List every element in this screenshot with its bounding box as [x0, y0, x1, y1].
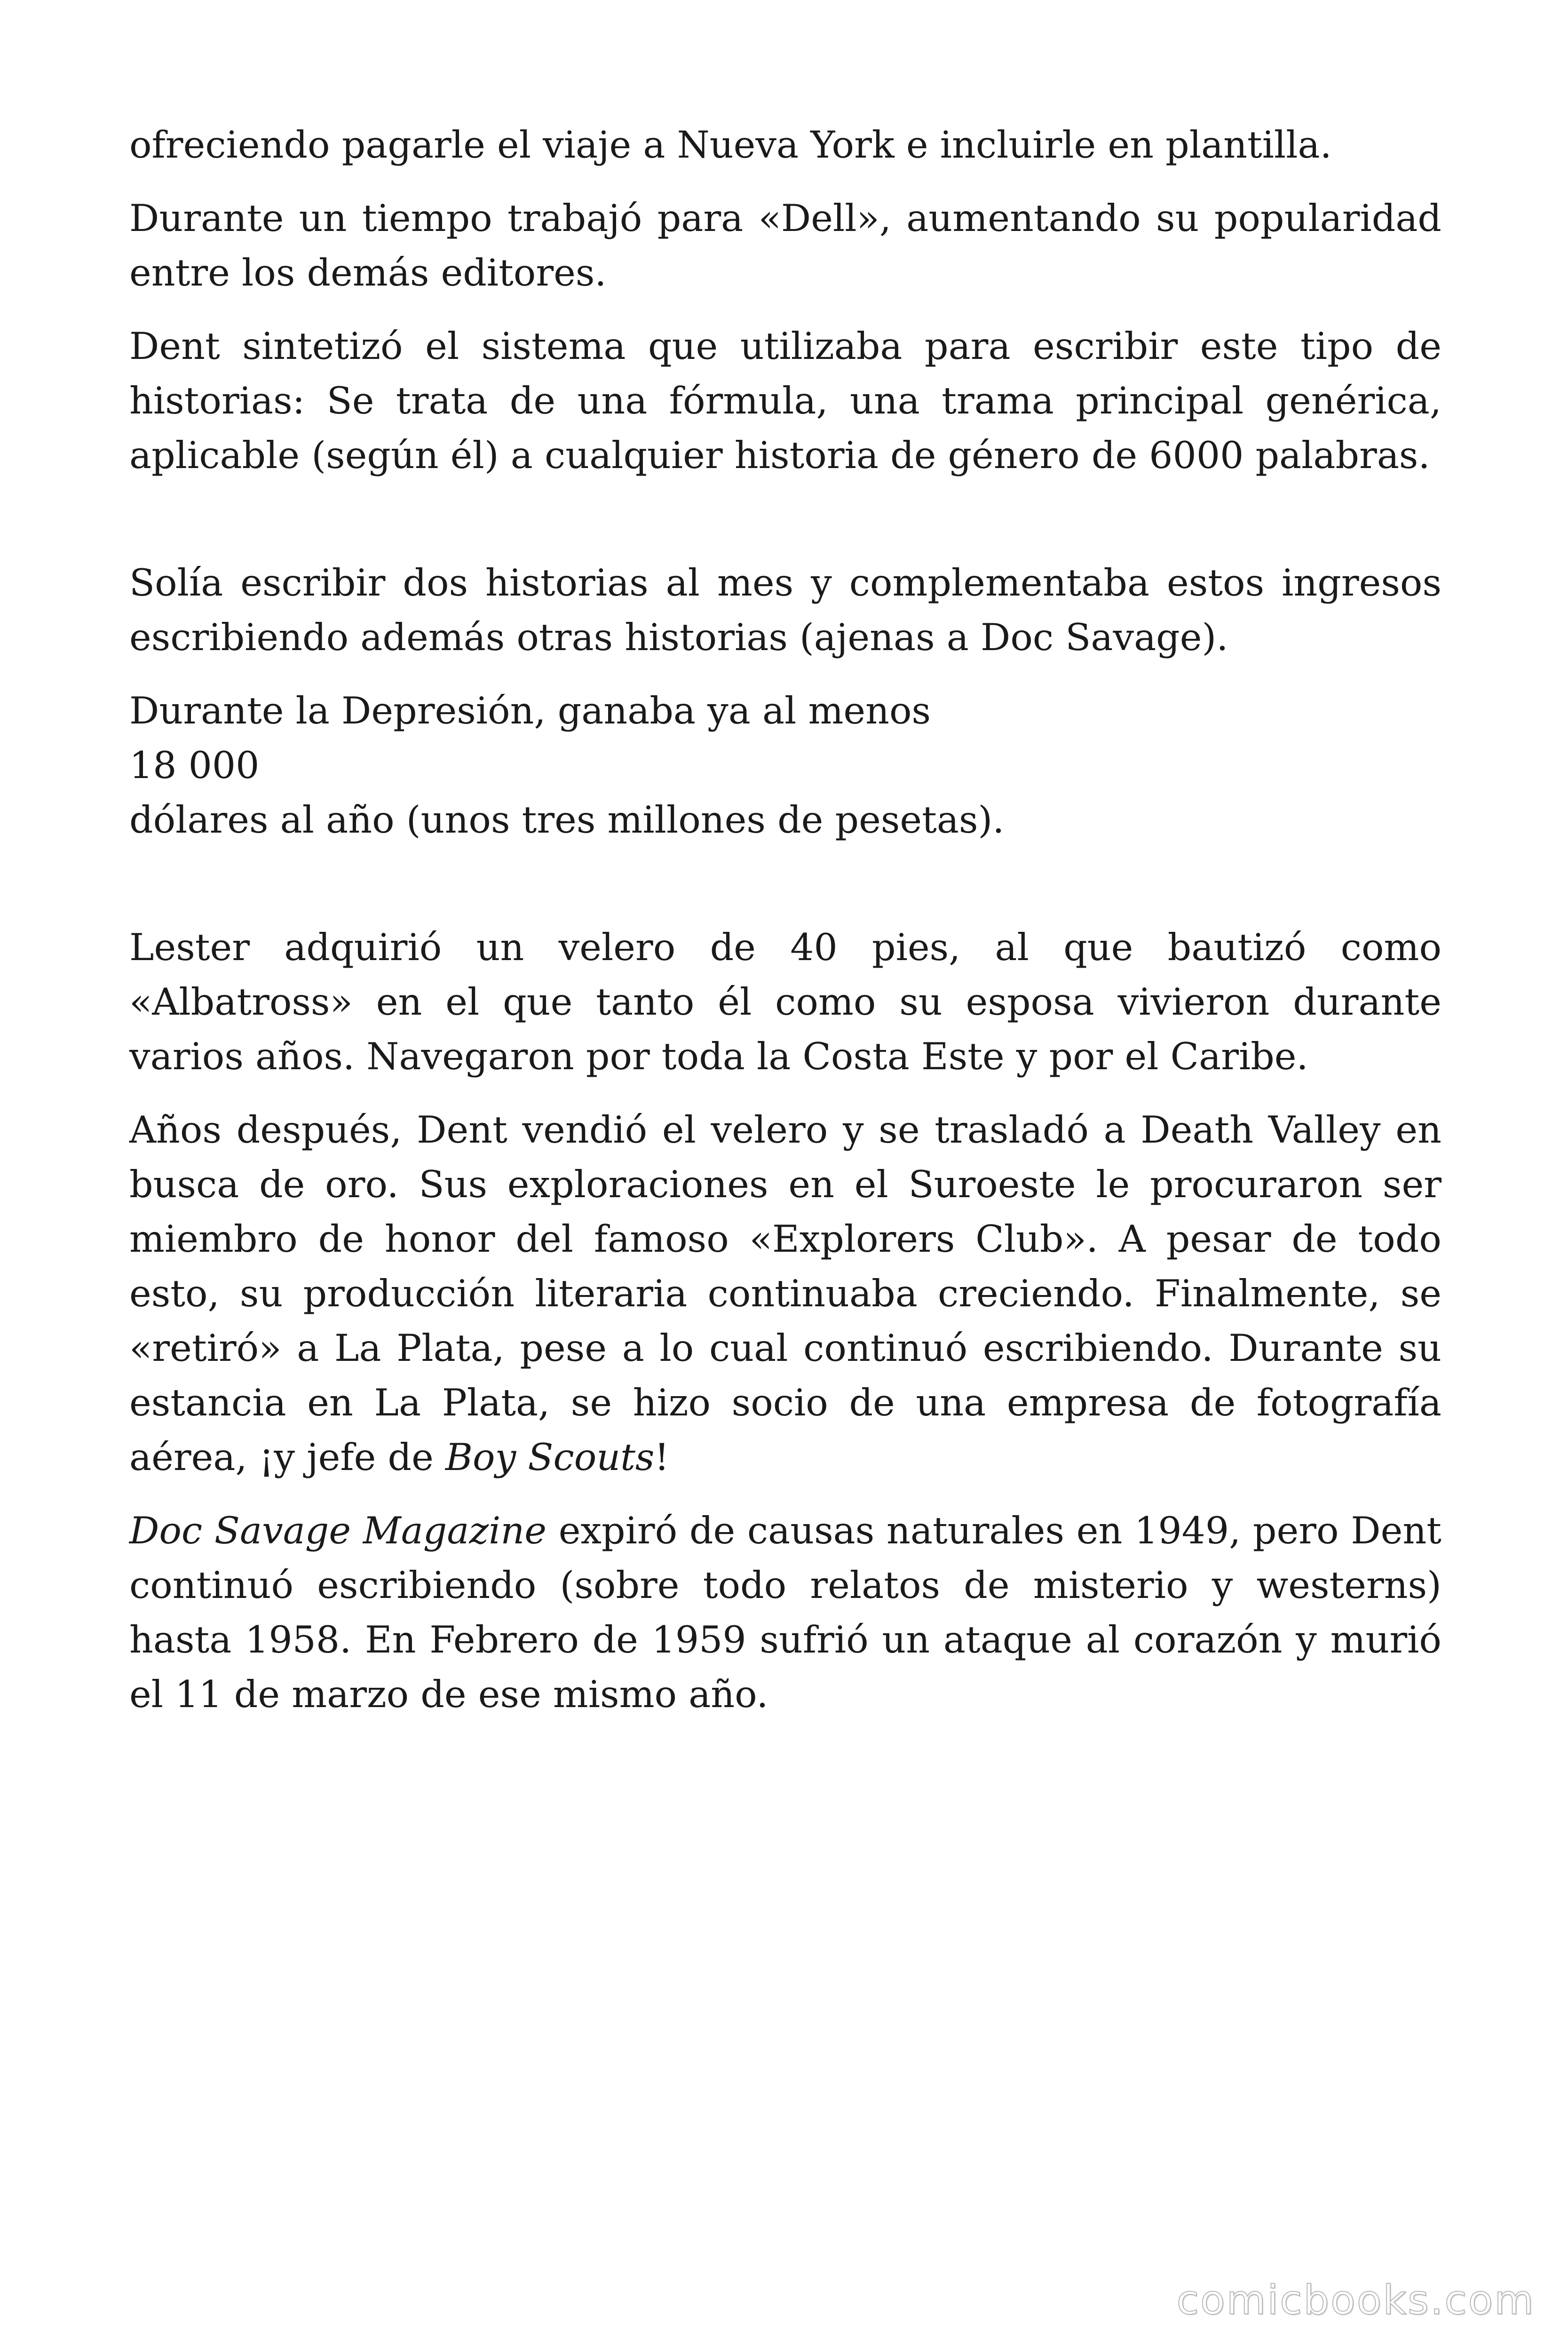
paragraph-6: Lester adquirió un velero de 40 pies, al que bautizó como «Albatross» en el que tanto él como su esposa vivieron durante varios años. Navegaron por toda la Costa Este y por el Caribe.	[129, 926, 1441, 1078]
paragraph-3: Dent sintetizó el sistema que utilizaba para escribir este tipo de historias: Se trata de una fórmula, una trama principal genérica, aplicable (según él) a cualquier historia de género de 6000 palabras.	[129, 325, 1441, 477]
paragraph-5	[129, 683, 1441, 847]
paragraph-7-italic: Boy Scouts	[445, 1436, 655, 1479]
paragraph-4: Solía escribir dos historias al mes y complementaba estos ingresos escribiendo además otras historias (ajenas a Doc Savage).	[129, 561, 1441, 659]
paragraph-2: Durante un tiempo trabajó para «Dell», aumentando su popularidad entre los demás editores.	[129, 197, 1441, 294]
paragraph-7-text: Años después, Dent vendió el velero y se trasladó a Death Valley en busca de oro. Sus exploraciones en el Suroeste le procuraron ser miembro de honor del famoso «Explorers Club». A pesar de todo esto, su producción literaria continuaba creciendo. Finalmente, se «retiró» a La Plata, pese a lo cual continuó escribiendo. Durante su estancia en La Plata, se hizo socio de una empresa de fotografía aérea, ¡y jefe de	[129, 1108, 1441, 1479]
paragraph-5-line-2: 18 000	[129, 744, 260, 787]
paragraph-8-italic: Doc Savage Magazine	[129, 1509, 546, 1552]
paragraph-8-text: expiró de causas naturales en 1949, pero Dent continuó escribiendo (sobre todo relatos de misterio y westerns) hasta 1958. En Febrero de 1959 sufrió un ataque al corazón y murió el 11 de marzo de ese mismo año.	[129, 1509, 1441, 1716]
paragraph-7-end: !	[654, 1436, 670, 1479]
paragraph-1: ofreciendo pagarle el viaje a Nueva York e incluirle en plantilla.	[129, 123, 1332, 167]
paragraph-7	[129, 1103, 1441, 1485]
watermark-logo: comicbooks.com	[1176, 2277, 1535, 2324]
page-body	[129, 118, 1441, 1722]
paragraph-5-line-1: Durante la Depresión, ganaba ya al menos	[129, 689, 931, 732]
paragraph-8	[129, 1503, 1441, 1722]
paragraph-5-line-3: dólares al año (unos tres millones de pesetas).	[129, 798, 1005, 842]
